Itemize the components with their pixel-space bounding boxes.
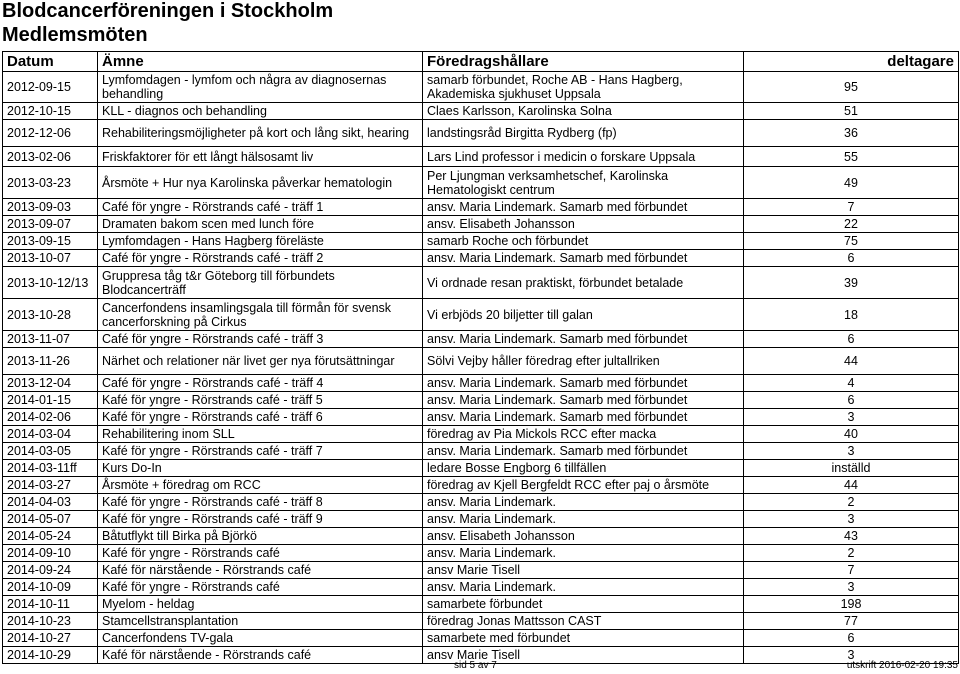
- cell-speaker: ansv. Maria Lindemark. Samarb med förbundet: [423, 392, 744, 409]
- cell-attendees: 43: [744, 528, 959, 545]
- cell-topic: Café för yngre - Rörstrands café - träff 4: [98, 375, 423, 392]
- cell-date: 2014-05-07: [3, 511, 98, 528]
- cell-date: 2012-09-15: [3, 72, 98, 103]
- table-row: [3, 443, 959, 460]
- cell-date: 2014-10-27: [3, 630, 98, 647]
- table-row: [3, 250, 959, 267]
- cell-speaker: ansv. Maria Lindemark. Samarb med förbundet: [423, 331, 744, 348]
- cell-topic: Dramaten bakom scen med lunch före: [98, 216, 423, 233]
- cell-date: 2013-09-15: [3, 233, 98, 250]
- cell-speaker: Per Ljungman verksamhetschef, Karolinska Hematologiskt centrum: [423, 167, 744, 199]
- cell-attendees: 95: [744, 72, 959, 103]
- cell-topic: Kafé för yngre - Rörstrands café - träff 9: [98, 511, 423, 528]
- cell-speaker: ansv. Maria Lindemark.: [423, 579, 744, 596]
- table-row: [3, 494, 959, 511]
- cell-topic: Kafé för yngre - Rörstrands café: [98, 545, 423, 562]
- cell-attendees: 2: [744, 494, 959, 511]
- cell-date: 2014-01-15: [3, 392, 98, 409]
- table-row: [3, 233, 959, 250]
- cell-attendees: 36: [744, 120, 959, 147]
- table-row: [3, 392, 959, 409]
- table-row: [3, 409, 959, 426]
- cell-speaker: ansv Marie Tisell: [423, 647, 744, 664]
- cell-speaker: samarb förbundet, Roche AB - Hans Hagberg, Akademiska sjukhuset Uppsala: [423, 72, 744, 103]
- cell-date: 2014-05-24: [3, 528, 98, 545]
- cell-speaker: Claes Karlsson, Karolinska Solna: [423, 103, 744, 120]
- cell-attendees: 75: [744, 233, 959, 250]
- table-row: [3, 426, 959, 443]
- cell-topic: Årsmöte + föredrag om RCC: [98, 477, 423, 494]
- cell-attendees: 39: [744, 267, 959, 299]
- cell-attendees: 51: [744, 103, 959, 120]
- column-header-topic: Ämne: [98, 52, 423, 72]
- cell-speaker: ansv Marie Tisell: [423, 562, 744, 579]
- cell-date: 2012-12-06: [3, 120, 98, 147]
- table-row: [3, 348, 959, 375]
- cell-date: 2013-11-26: [3, 348, 98, 375]
- cell-speaker: ledare Bosse Engborg 6 tillfällen: [423, 460, 744, 477]
- table-row: [3, 375, 959, 392]
- table-row: [3, 299, 959, 331]
- cell-speaker: Lars Lind professor i medicin o forskare Uppsala: [423, 147, 744, 167]
- cell-attendees: 44: [744, 348, 959, 375]
- cell-attendees: 49: [744, 167, 959, 199]
- cell-topic: Kurs Do-In: [98, 460, 423, 477]
- cell-attendees: 55: [744, 147, 959, 167]
- print-timestamp: utskrift 2016-02-20 19:35: [846, 660, 958, 671]
- cell-date: 2014-03-27: [3, 477, 98, 494]
- cell-attendees: 22: [744, 216, 959, 233]
- cell-attendees: 18: [744, 299, 959, 331]
- cell-attendees: 3: [744, 579, 959, 596]
- cell-date: 2013-09-07: [3, 216, 98, 233]
- cell-attendees: 6: [744, 392, 959, 409]
- cell-date: 2014-10-23: [3, 613, 98, 630]
- cell-date: 2012-10-15: [3, 103, 98, 120]
- cell-topic: Friskfaktorer för ett långt hälsosamt liv: [98, 147, 423, 167]
- cell-topic: Rehabiliteringsmöjligheter på kort och lång sikt, hearing: [98, 120, 423, 147]
- table-row: [3, 216, 959, 233]
- cell-attendees: 2: [744, 545, 959, 562]
- table-row: [3, 613, 959, 630]
- cell-attendees: inställd: [744, 460, 959, 477]
- table-row: [3, 267, 959, 299]
- table-row: [3, 630, 959, 647]
- cell-topic: Kafé för yngre - Rörstrands café - träff 6: [98, 409, 423, 426]
- cell-topic: Rehabilitering inom SLL: [98, 426, 423, 443]
- table-row: [3, 147, 959, 167]
- table-row: [3, 72, 959, 103]
- cell-speaker: samarbete förbundet: [423, 596, 744, 613]
- column-header-speaker: Föredragshållare: [423, 52, 744, 72]
- table-row: [3, 477, 959, 494]
- cell-topic: Kafé för närstående - Rörstrands café: [98, 562, 423, 579]
- cell-speaker: landstingsråd Birgitta Rydberg (fp): [423, 120, 744, 147]
- cell-date: 2014-04-03: [3, 494, 98, 511]
- table-row: [3, 545, 959, 562]
- cell-speaker: ansv. Maria Lindemark.: [423, 494, 744, 511]
- cell-speaker: ansv. Maria Lindemark.: [423, 545, 744, 562]
- cell-date: 2014-10-09: [3, 579, 98, 596]
- cell-attendees: 44: [744, 477, 959, 494]
- table-row: [3, 562, 959, 579]
- cell-topic: Båtutflykt till Birka på Björkö: [98, 528, 423, 545]
- cell-attendees: 3: [744, 647, 959, 664]
- cell-attendees: 198: [744, 596, 959, 613]
- cell-attendees: 3: [744, 443, 959, 460]
- cell-speaker: Sölvi Vejby håller föredrag efter jultallriken: [423, 348, 744, 375]
- cell-speaker: ansv. Elisabeth Johansson: [423, 528, 744, 545]
- cell-topic: Cancerfondens insamlingsgala till förmån för svensk cancerforskning på Cirkus: [98, 299, 423, 331]
- table-body: [3, 72, 959, 664]
- cell-topic: Lymfomdagen - Hans Hagberg föreläste: [98, 233, 423, 250]
- cell-topic: Årsmöte + Hur nya Karolinska påverkar hematologin: [98, 167, 423, 199]
- table-row: [3, 596, 959, 613]
- cell-date: 2013-10-28: [3, 299, 98, 331]
- cell-speaker: samarb Roche och förbundet: [423, 233, 744, 250]
- cell-date: 2014-02-06: [3, 409, 98, 426]
- table-row: [3, 460, 959, 477]
- cell-attendees: 6: [744, 331, 959, 348]
- cell-topic: Kafé för yngre - Rörstrands café: [98, 579, 423, 596]
- cell-speaker: föredrag Jonas Mattsson CAST: [423, 613, 744, 630]
- table-row: [3, 579, 959, 596]
- cell-topic: Myelom - heldag: [98, 596, 423, 613]
- cell-topic: KLL - diagnos och behandling: [98, 103, 423, 120]
- cell-speaker: föredrag av Kjell Bergfeldt RCC efter paj o årsmöte: [423, 477, 744, 494]
- table-row: [3, 199, 959, 216]
- cell-speaker: Vi ordnade resan praktiskt, förbundet betalade: [423, 267, 744, 299]
- cell-date: 2014-10-11: [3, 596, 98, 613]
- cell-topic: Kafé för yngre - Rörstrands café - träff 7: [98, 443, 423, 460]
- page-number: sid 5 av 7: [454, 660, 497, 671]
- cell-date: 2014-03-04: [3, 426, 98, 443]
- cell-speaker: ansv. Maria Lindemark. Samarb med förbundet: [423, 409, 744, 426]
- cell-speaker: ansv. Maria Lindemark. Samarb med förbundet: [423, 250, 744, 267]
- table-row: [3, 103, 959, 120]
- cell-topic: Kafé för närstående - Rörstrands café: [98, 647, 423, 664]
- cell-date: 2014-03-05: [3, 443, 98, 460]
- table-header-row: [3, 52, 959, 72]
- organization-title: Blodcancerföreningen i Stockholm: [2, 0, 334, 22]
- cell-speaker: ansv. Maria Lindemark.: [423, 511, 744, 528]
- cell-topic: Café för yngre - Rörstrands café - träff 1: [98, 199, 423, 216]
- table-row: [3, 167, 959, 199]
- cell-speaker: samarbete med förbundet: [423, 630, 744, 647]
- cell-date: 2013-10-12/13: [3, 267, 98, 299]
- cell-topic: Närhet och relationer när livet ger nya förutsättningar: [98, 348, 423, 375]
- cell-topic: Gruppresa tåg t&r Göteborg till förbundets Blodcancerträff: [98, 267, 423, 299]
- cell-date: 2014-03-11ff: [3, 460, 98, 477]
- cell-date: 2013-10-07: [3, 250, 98, 267]
- cell-topic: Kafé för yngre - Rörstrands café - träff 8: [98, 494, 423, 511]
- cell-topic: Café för yngre - Rörstrands café - träff 2: [98, 250, 423, 267]
- cell-date: 2014-09-24: [3, 562, 98, 579]
- cell-speaker: föredrag av Pia Mickols RCC efter macka: [423, 426, 744, 443]
- cell-topic: Lymfomdagen - lymfom och några av diagnosernas behandling: [98, 72, 423, 103]
- cell-topic: Kafé för yngre - Rörstrands café - träff 5: [98, 392, 423, 409]
- cell-date: 2013-09-03: [3, 199, 98, 216]
- cell-topic: Stamcellstransplantation: [98, 613, 423, 630]
- cell-attendees: 6: [744, 250, 959, 267]
- cell-speaker: ansv. Elisabeth Johansson: [423, 216, 744, 233]
- meetings-table: [2, 51, 959, 664]
- cell-date: 2013-11-07: [3, 331, 98, 348]
- cell-speaker: ansv. Maria Lindemark. Samarb med förbundet: [423, 375, 744, 392]
- cell-attendees: 77: [744, 613, 959, 630]
- cell-attendees: 4: [744, 375, 959, 392]
- cell-topic: Café för yngre - Rörstrands café - träff 3: [98, 331, 423, 348]
- page-title: Medlemsmöten: [2, 24, 148, 46]
- cell-speaker: ansv. Maria Lindemark. Samarb med förbundet: [423, 199, 744, 216]
- cell-topic: Cancerfondens TV-gala: [98, 630, 423, 647]
- cell-attendees: 40: [744, 426, 959, 443]
- column-header-attendees: deltagare: [744, 52, 959, 72]
- cell-date: 2014-09-10: [3, 545, 98, 562]
- table-row: [3, 511, 959, 528]
- cell-attendees: 7: [744, 199, 959, 216]
- cell-attendees: 3: [744, 409, 959, 426]
- table-row: [3, 331, 959, 348]
- table-row: [3, 120, 959, 147]
- cell-attendees: 7: [744, 562, 959, 579]
- cell-attendees: 3: [744, 511, 959, 528]
- cell-speaker: ansv. Maria Lindemark. Samarb med förbundet: [423, 443, 744, 460]
- column-header-date: Datum: [3, 52, 98, 72]
- cell-date: 2013-12-04: [3, 375, 98, 392]
- cell-attendees: 6: [744, 630, 959, 647]
- table-row: [3, 528, 959, 545]
- cell-date: 2013-03-23: [3, 167, 98, 199]
- cell-date: 2013-02-06: [3, 147, 98, 167]
- cell-speaker: Vi erbjöds 20 biljetter till galan: [423, 299, 744, 331]
- cell-date: 2014-10-29: [3, 647, 98, 664]
